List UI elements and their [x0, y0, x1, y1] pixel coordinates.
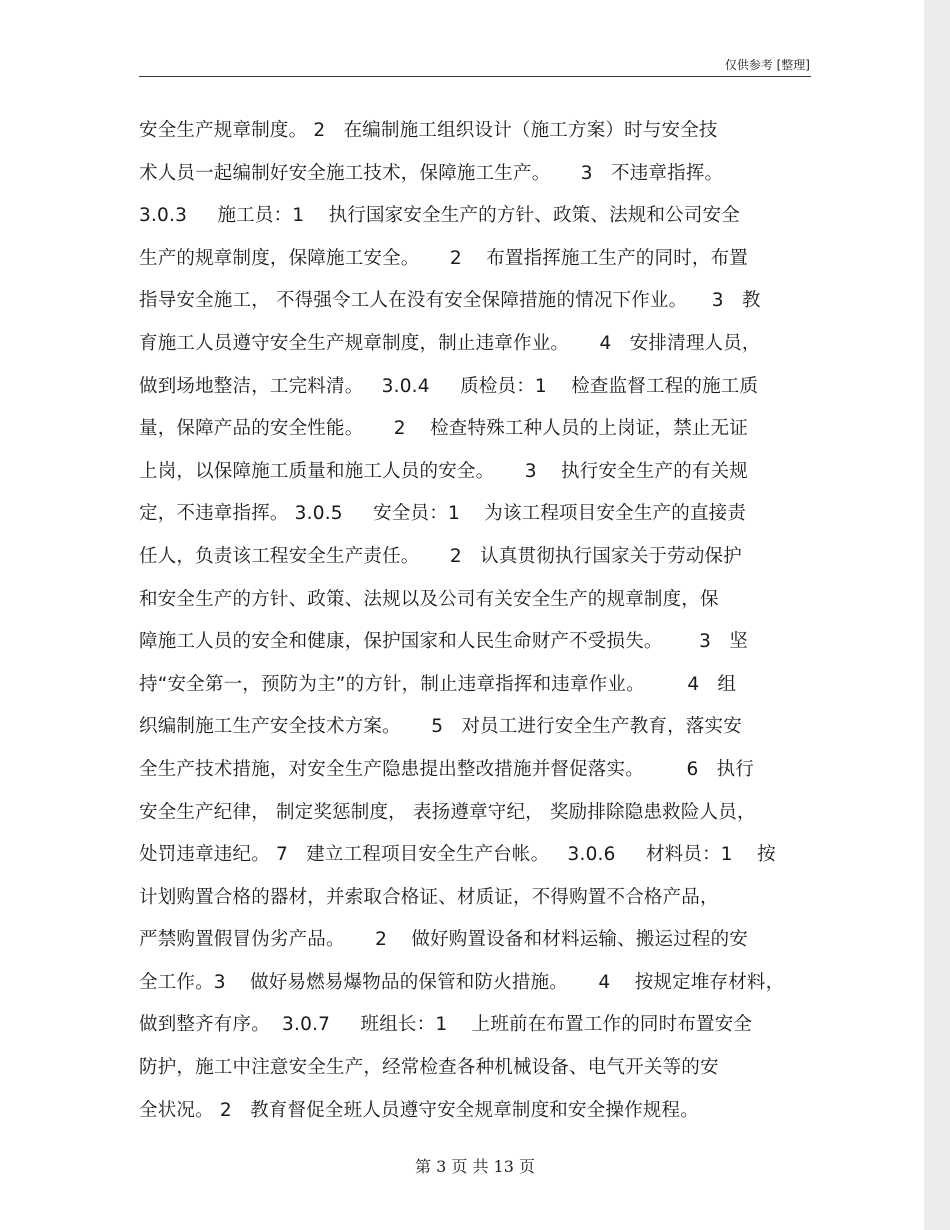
text-line: 严禁购置假冒伪劣产品。 2 做好购置设备和材料运输、搬运过程的安	[139, 929, 748, 951]
text-line: 持“安全第一，预防为主”的方针，制止违章指挥和违章作业。 4 组	[139, 673, 737, 695]
text-line: 安全生产纪律， 制定奖惩制度， 表扬遵章守纪， 奖励排除隐患救险人员，	[139, 801, 756, 823]
text-line: 计划购置合格的器材，并索取合格证、材质证，不得购置不合格产品，	[139, 886, 719, 908]
text-line: 全工作。3 做好易燃易爆物品的保管和防火措施。 4 按规定堆存材料，	[139, 971, 785, 993]
text-line: 防护，施工中注意安全生产，经常检查各种机械设备、电气开关等的安	[139, 1057, 719, 1079]
text-line: 障施工人员的安全和健康，保护国家和人民生命财产不受损失。 3 坚	[139, 631, 748, 653]
text-line: 上岗，以保障施工质量和施工人员的安全。 3 执行安全生产的有关规	[139, 460, 748, 482]
header-divider	[139, 76, 811, 77]
text-line: 和安全生产的方针、政策、法规以及公司有关安全生产的规章制度，保	[139, 588, 719, 610]
header-note: 仅供参考 [整理]	[724, 58, 810, 72]
page-edge-shadow	[924, 0, 950, 1230]
text-line: 织编制施工生产安全技术方案。 5 对员工进行安全生产教育，落实安	[139, 716, 742, 738]
text-line: 安全生产规章制度。 2 在编制施工组织设计（施工方案）时与安全技	[139, 120, 718, 141]
text-line: 量，保障产品的安全性能。 2 检查特殊工种人员的上岗证，禁止无证	[139, 418, 748, 440]
text-line: 3.0.3 施工员：1 执行国家安全生产的方针、政策、法规和公司安全	[139, 205, 740, 227]
text-line: 定，不违章指挥。 3.0.5 安全员：1 为该工程项目安全生产的直接责	[139, 503, 747, 525]
text-line: 做到整齐有序。 3.0.7 班组长：1 上班前在布置工作的同时布置安全	[139, 1014, 753, 1036]
text-line: 全生产技术措施，对安全生产隐患提出整改措施并督促落实。 6 执行	[139, 758, 755, 780]
text-line: 指导安全施工， 不得强令工人在没有安全保障措施的情况下作业。 3 教	[139, 290, 761, 312]
text-line: 术人员一起编制好安全施工技术，保障施工生产。 3 不违章指挥。	[139, 162, 724, 184]
text-line: 全状况。 2 教育督促全班人员遵守安全规章制度和安全操作规程。	[139, 1099, 699, 1121]
text-line: 育施工人员遵守安全生产规章制度，制止违章作业。 4 安排清理人员，	[139, 332, 761, 354]
text-line: 任人，负责该工程安全生产责任。 2 认真贯彻执行国家关于劳动保护	[139, 545, 742, 567]
text-line: 做到场地整洁，工完料清。 3.0.4 质检员：1 检查监督工程的施工质	[139, 375, 759, 397]
body-text	[139, 110, 819, 1132]
text-line: 处罚违章违纪。 7 建立工程项目安全生产台帐。 3.0.6 材料员：1 按	[139, 844, 776, 866]
page-number-footer: 第 3 页 共 13 页	[415, 1157, 535, 1176]
text-line: 生产的规章制度，保障施工安全。 2 布置指挥施工生产的同时，布置	[139, 247, 748, 269]
